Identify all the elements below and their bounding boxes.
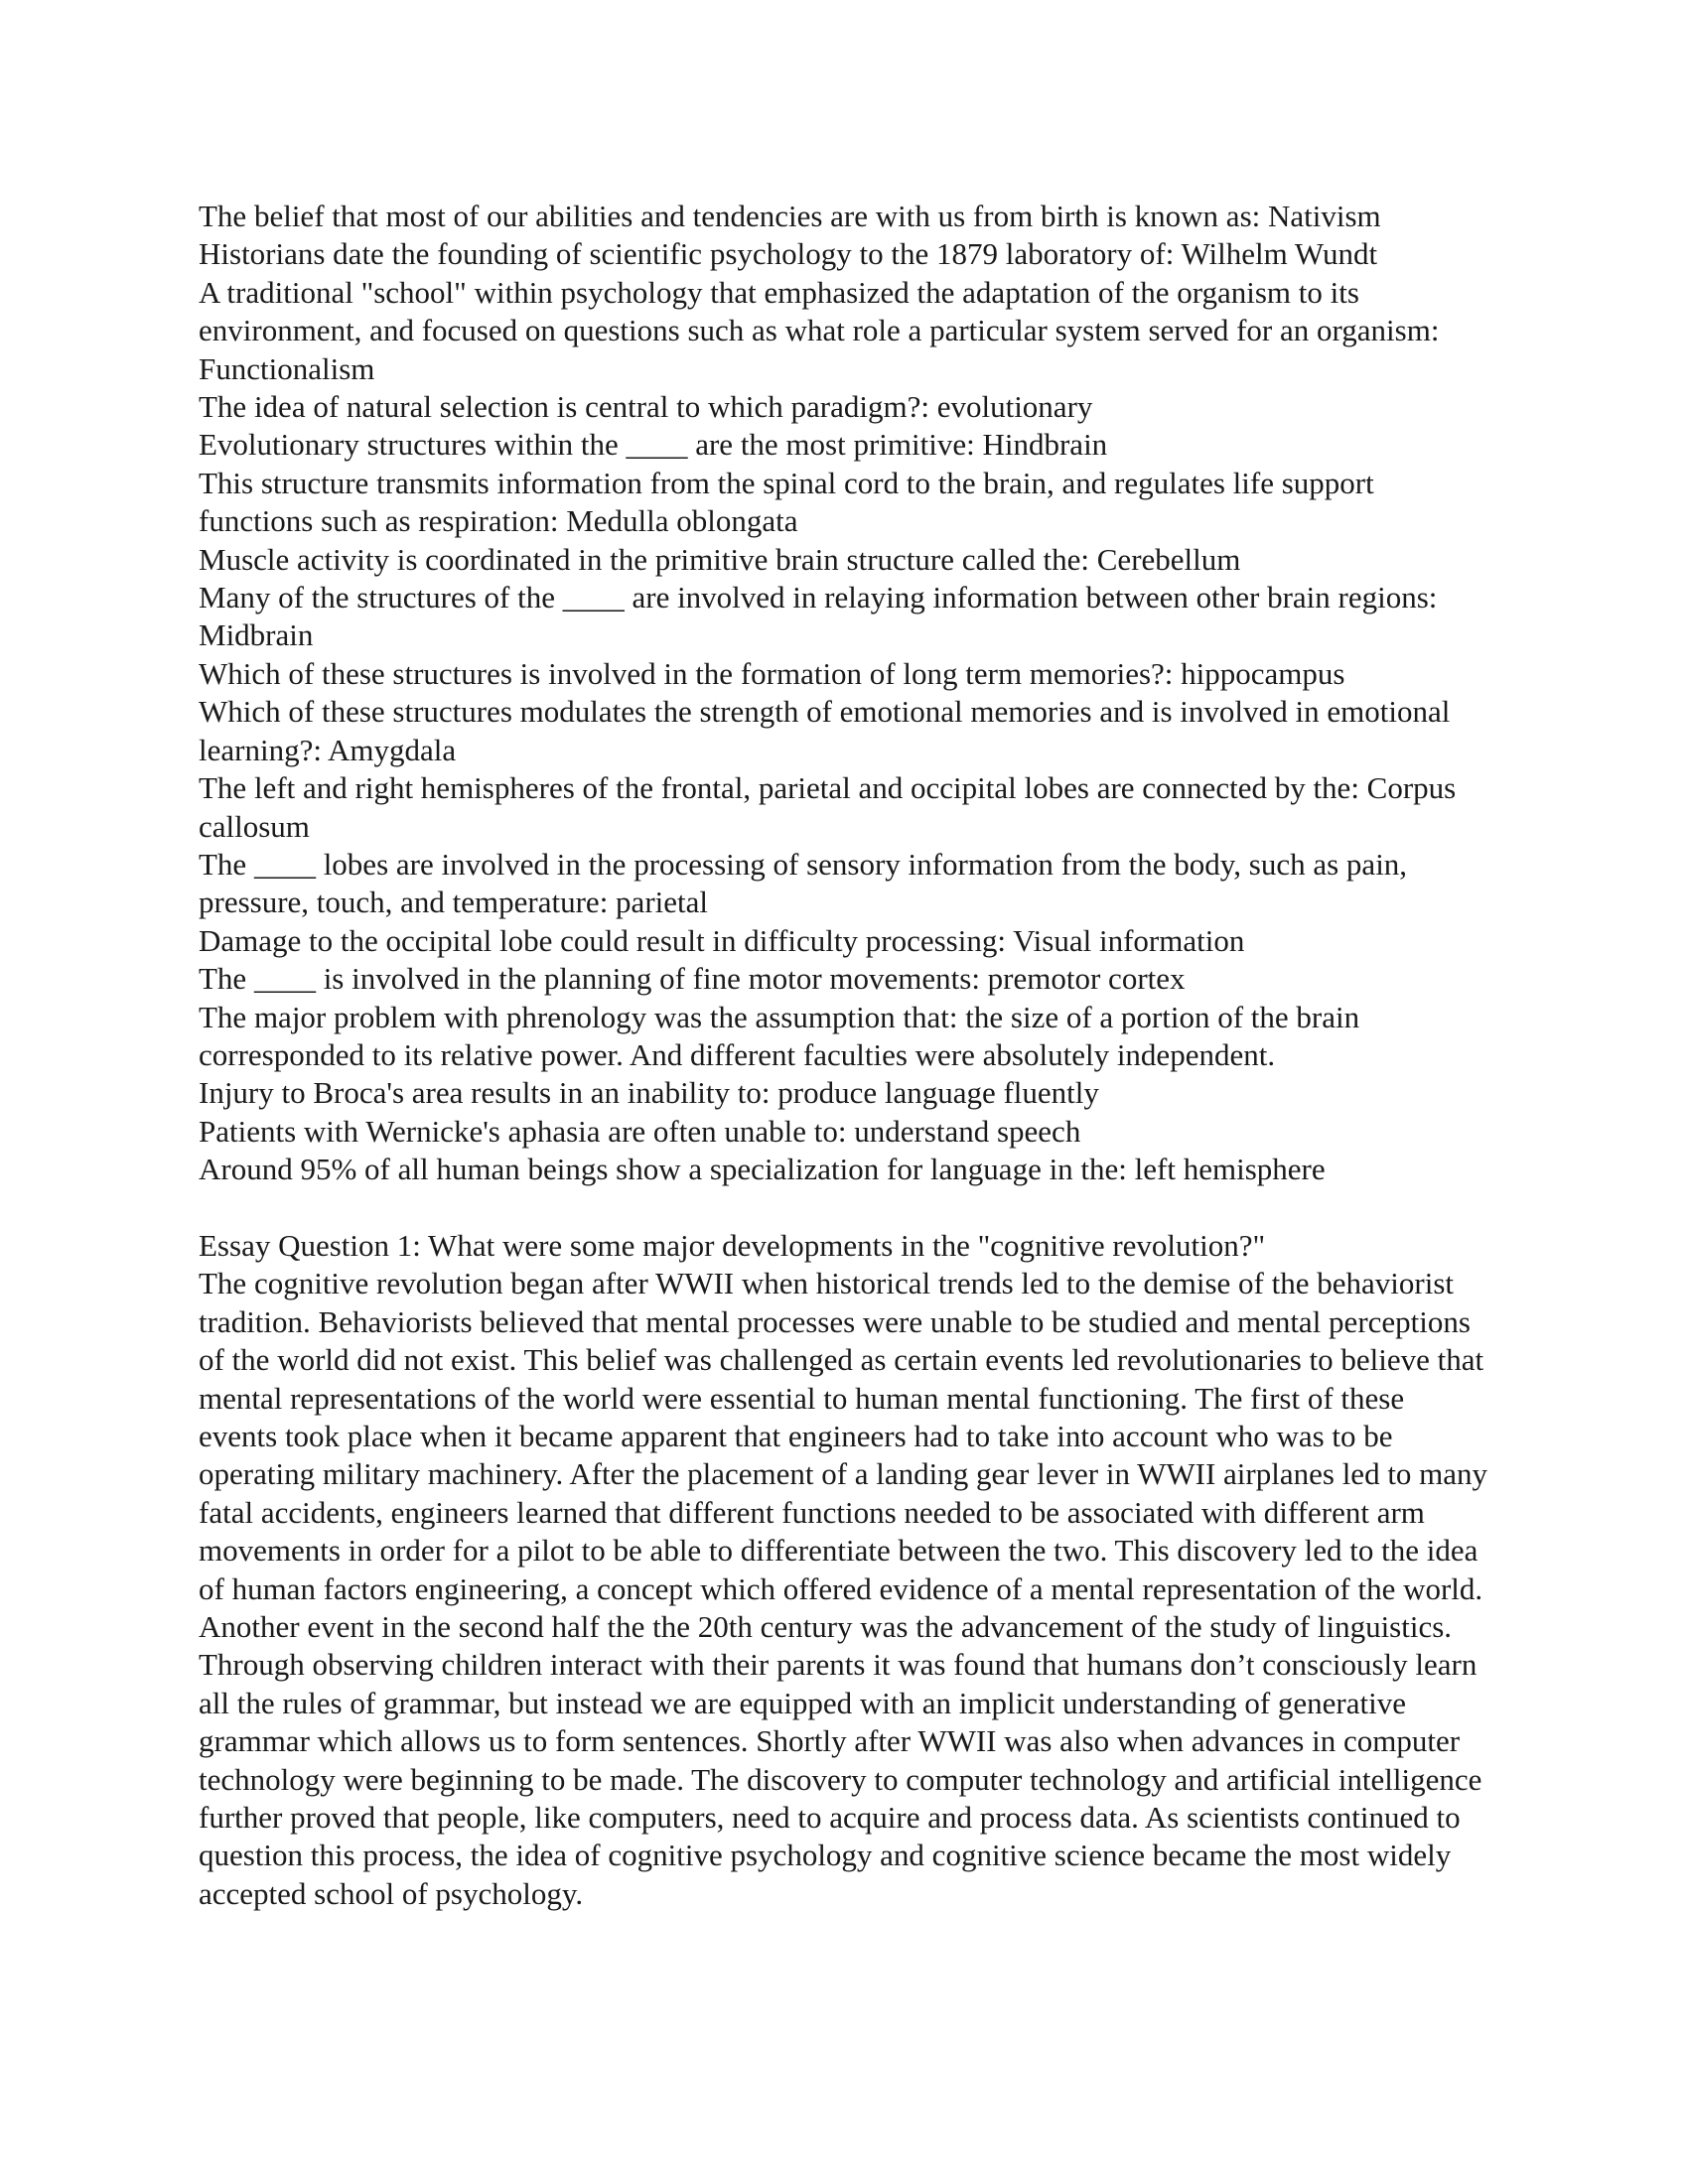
qa-item: A traditional "school" within psychology that emphasized the adaptation of the organism to its environment, and focused on questions such as what role a particular system served for an organism: Functionalism (199, 274, 1440, 386)
qa-item: Injury to Broca's area results in an inability to: produce language fluently (199, 1075, 1099, 1111)
qa-item: The ____ lobes are involved in the processing of sensory information from the body, such as pain, pressure, touch, and temperature: parietal (199, 846, 1408, 920)
qa-item: Evolutionary structures within the ____ are the most primitive: Hindbrain (199, 427, 1108, 463)
essay-section (199, 1227, 1489, 1913)
qa-item: This structure transmits information from the spinal cord to the brain, and regulates life support functions such as respiration: Medulla oblongata (199, 465, 1374, 539)
qa-item: Damage to the occipital lobe could result in difficulty processing: Visual information (199, 922, 1245, 958)
page-content (199, 198, 1489, 1913)
qa-item: Which of these structures is involved in the formation of long term memories?: hippocampus (199, 655, 1345, 691)
qa-item: The belief that most of our abilities and tendencies are with us from birth is known as: Nativism (199, 199, 1381, 233)
qa-item: Around 95% of all human beings show a specialization for language in the: left hemisphere (199, 1152, 1326, 1187)
qa-list (199, 198, 1489, 1189)
qa-item: The idea of natural selection is central to which paradigm?: evolutionary (199, 389, 1093, 425)
qa-item: The ____ is involved in the planning of fine motor movements: premotor cortex (199, 961, 1186, 997)
paragraph-gap (199, 1189, 1489, 1227)
qa-item: Muscle activity is coordinated in the primitive brain structure called the: Cerebellum (199, 541, 1241, 577)
essay-answer: The cognitive revolution began after WWII when historical trends led to the demise of the behaviorist tradition. Behaviorists believed that mental processes were unable to be studied and mental perceptions of the world did not exist. This belief was challenged as certain events led revolutionaries to believe that mental representations of the world were essential to human mental functioning. The first of these events took place when it became apparent that engineers had to take into account who was to be operating military machinery. After the placement of a landing gear lever in WWII airplanes led to many fatal accidents, engineers learned that different functions needed to be associated with different arm movements in order for a pilot to be able to differentiate between the two. This discovery led to the idea of human factors engineering, a concept which offered evidence of a mental representation of the world. Another event in the second half the the 20th century was the advancement of the study of linguistics. Through observing children interact with their parents it was found that humans don’t consciously learn all the rules of grammar, but instead we are equipped with an implicit understanding of generative grammar which allows us to form sentences. Shortly after WWII was also when advances in computer technology were beginning to be made. The discovery to computer technology and artificial intelligence further proved that people, like computers, need to acquire and process data. As scientists continued to question this process, the idea of cognitive psychology and cognitive science became the most widely accepted school of psychology. (199, 1266, 1488, 1911)
qa-item: Many of the structures of the ____ are involved in relaying information between other brain regions: Midbrain (199, 580, 1438, 653)
qa-item: The major problem with phrenology was the assumption that: the size of a portion of the brain corresponded to its relative power. And different faculties were absolutely independent. (199, 999, 1360, 1072)
qa-item: Which of these structures modulates the strength of emotional memories and is involved in emotional learning?: Amygdala (199, 694, 1451, 767)
qa-item: Patients with Wernicke's aphasia are often unable to: understand speech (199, 1113, 1081, 1149)
qa-item: Historians date the founding of scientific psychology to the 1879 laboratory of: Wilhelm Wundt (199, 236, 1378, 272)
essay-question: Essay Question 1: What were some major developments in the "cognitive revolution?" (199, 1227, 1266, 1263)
qa-item: The left and right hemispheres of the frontal, parietal and occipital lobes are connected by the: Corpus callosum (199, 770, 1457, 844)
